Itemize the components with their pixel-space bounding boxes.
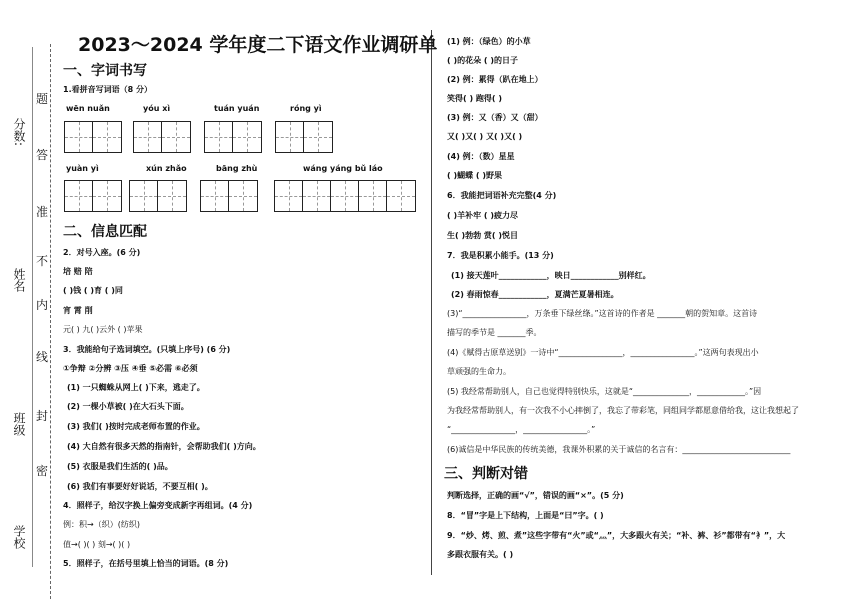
score-label: 分数: xyxy=(12,118,26,147)
text-line: 值→( )( ) 刻→( )( ) xyxy=(63,540,131,549)
text-line: (4) 大自然有很多天然的指南针，会帮助我们( )方向。 xyxy=(67,442,261,451)
question-5: 5．照样子，在括号里填上恰当的词语。(8 分) xyxy=(63,559,229,568)
text-line: 例：积→（织）(纺织) xyxy=(63,520,140,529)
writing-grid[interactable] xyxy=(64,180,122,212)
pinyin: tuán yuán xyxy=(214,104,260,113)
question-3: 3．我能给句子选词填空。(只填上序号) (6 分) xyxy=(63,345,231,354)
pinyin: róng yì xyxy=(290,104,322,113)
seal-char: 题 xyxy=(36,92,49,106)
options-line: ①争辩 ②分辨 ③压 ④垂 ⑤必需 ⑥必须 xyxy=(63,364,198,373)
text-line: (2) 例：累得（趴在地上） xyxy=(447,75,543,84)
text-line: 笑得( ) 跑得( ) xyxy=(447,94,502,103)
section-heading: 二、信息匹配 xyxy=(63,224,147,240)
section-heading: 三、判断对错 xyxy=(444,466,528,482)
text-line: ( )的花朵 ( )的日子 xyxy=(447,56,518,65)
pinyin: wēn nuǎn xyxy=(66,104,110,113)
seal-char: 封 xyxy=(36,409,49,423)
seal-char: 答 xyxy=(36,148,49,162)
seal-char: 密 xyxy=(36,464,49,478)
text-line: 多跟衣服有关。( ) xyxy=(447,550,514,559)
school-label: 学校 xyxy=(12,525,26,549)
text-line: (4)《赋得古原草送别》一诗中“________________，________________。”这两句表现出小 xyxy=(447,348,759,357)
writing-grid[interactable] xyxy=(274,180,416,212)
pinyin: bāng zhù xyxy=(216,164,258,173)
text-line: (1) 一只蜘蛛从网上( )下来，逃走了。 xyxy=(67,383,205,392)
text-line: 生( )勃勃 赏( )悦目 xyxy=(447,231,518,240)
text-line: (5) 衣服是我们生活的( )品。 xyxy=(67,462,173,471)
class-label: 班级 xyxy=(12,412,26,436)
writing-grid[interactable] xyxy=(275,121,333,153)
writing-grid[interactable] xyxy=(129,180,187,212)
question-7: 7．我是积累小能手。(13 分) xyxy=(447,251,554,260)
text-line: (3)“________________，万条垂下绿丝绦。”这首诗的作者是 _______朝的贺知章。这首诗 xyxy=(447,309,758,318)
seal-char: 内 xyxy=(36,298,49,312)
text-line: (2) 一棵小草被( )在大石头下面。 xyxy=(67,402,189,411)
seal-char: 线 xyxy=(36,350,49,364)
text-line: 宵 霄 削 xyxy=(63,306,93,315)
column-divider xyxy=(431,30,432,575)
text-line: 判断选择，正确的画“√”，错误的画“×”。(5 分) xyxy=(447,491,624,500)
page-title: 2023～2024 学年度二下语文作业调研单 xyxy=(78,34,438,56)
pinyin: xún zhǎo xyxy=(146,164,187,173)
text-line: (4) 例：（数）星星 xyxy=(447,152,515,161)
name-label: 姓名 xyxy=(12,268,26,292)
writing-grid[interactable] xyxy=(200,180,258,212)
text-line: (1) 例：（绿色）的小草 xyxy=(447,37,531,46)
pinyin: wáng yáng bǔ láo xyxy=(303,164,383,173)
text-line: 草顽强的生命力。 xyxy=(447,367,511,376)
writing-grid[interactable] xyxy=(64,121,122,153)
text-line: (5) 我经常帮助别人，自己也觉得特别快乐，这就是“______________，____________。”因 xyxy=(447,387,762,396)
question-4: 4．照样子，给汉字换上偏旁变成新字再组词。(4 分) xyxy=(63,501,253,510)
text-line: (2) 春雨惊春____________，夏满芒夏暑相连。 xyxy=(451,290,619,299)
text-line: (1) 接天莲叶____________，映日____________别样红。 xyxy=(451,271,651,280)
seal-char: 准 xyxy=(36,205,49,219)
text-line: 培 赔 陪 xyxy=(63,267,93,276)
text-line: (6) 我们有事要好好说话，不要互相( )。 xyxy=(67,482,213,491)
question-8: 8．“冒”字是上下结构，上面是“曰”字。( ) xyxy=(447,511,604,520)
pinyin: yóu xì xyxy=(143,104,171,113)
text-line: 描写的季节是 _______季。 xyxy=(447,328,542,337)
text-line: 又( )又( ) 又( )又( ) xyxy=(447,132,523,141)
writing-grid[interactable] xyxy=(133,121,191,153)
text-line: (3) 例：又（香）又（甜） xyxy=(447,113,543,122)
writing-grid[interactable] xyxy=(204,121,262,153)
question-6: 6．我能把词语补充完整(4 分) xyxy=(447,191,557,200)
section-heading: 一、字词书写 xyxy=(63,63,147,79)
text-line: “________________，________________。” xyxy=(447,425,596,434)
text-line: 元( ) 九( )云外 ( )苹果 xyxy=(63,325,143,334)
question-1: 1.看拼音写词语（8 分） xyxy=(63,85,152,94)
question-9: 9．“炒、烤、煎、煮”这些字带有“火”或“灬”，大多跟火有关；“补、裤、衫”都带有“衤”，大 xyxy=(447,531,786,540)
question-2: 2．对号入座。(6 分) xyxy=(63,248,141,257)
text-line: ( )羊补牢 ( )疲力尽 xyxy=(447,211,518,220)
seal-char: 不 xyxy=(36,254,49,268)
text-line: (6)诚信是中华民族的传统美德，我课外积累的关于诚信的名言有：___________________________ xyxy=(447,445,791,454)
text-line: 为我经常帮助别人，有一次我不小心摔倒了，我忘了带彩笔，同组同学都愿意借给我，这让我想起了 xyxy=(447,406,799,415)
text-line: ( )钱 ( )育 ( )同 xyxy=(63,286,123,295)
pinyin: yuàn yì xyxy=(66,164,99,173)
text-line: (3) 我们( )按时完成老师布置的作业。 xyxy=(67,422,205,431)
text-line: ( )蝴蝶 ( )野果 xyxy=(447,171,502,180)
